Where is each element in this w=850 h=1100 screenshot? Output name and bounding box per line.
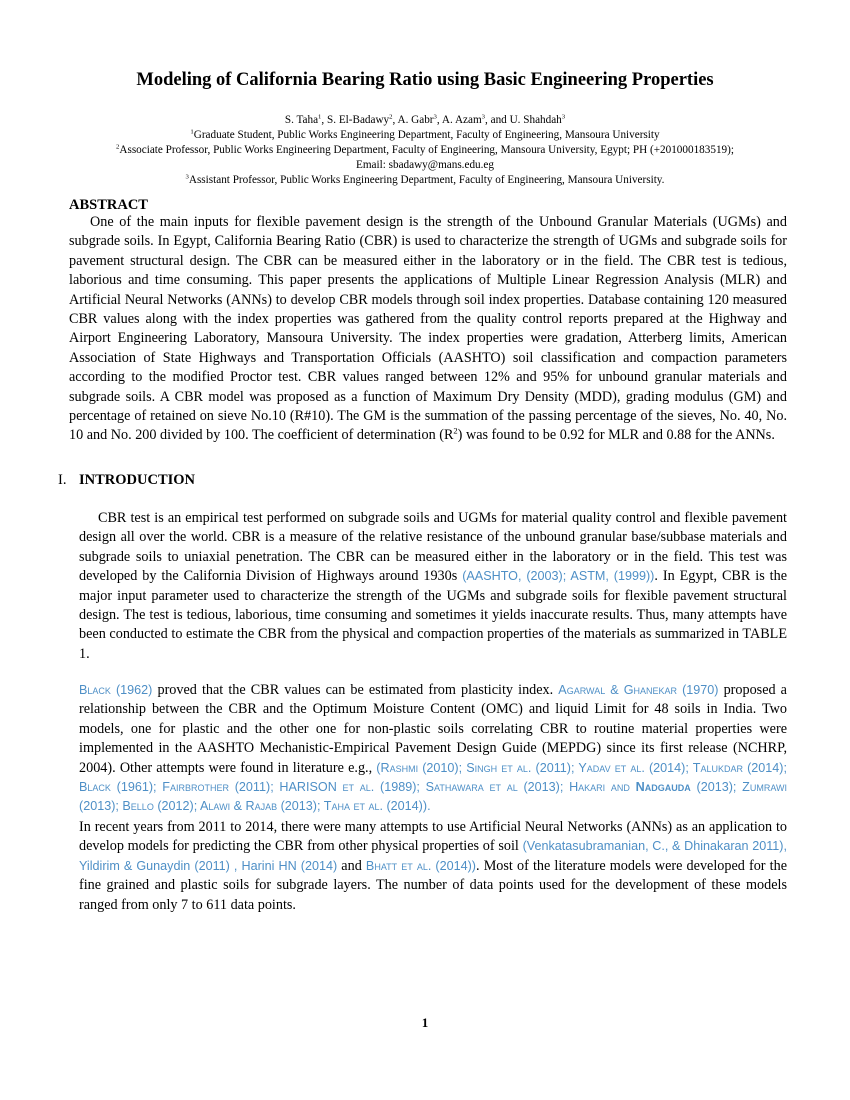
author-name: U. Shahdah bbox=[509, 114, 562, 126]
abstract-heading: ABSTRACT bbox=[69, 197, 148, 213]
abstract-text: One of the main inputs for flexible pavement design is the strength of the Unbound Granular Materials (UGMs) and subgrade soils. In Egypt, California Bearing Ratio (CBR) is used to characterize the strength of UGMs and subgrade soils for pavement structural design. The CBR can be measured either in the laboratory or in the field. The CBR test is tedious, laborious and time consuming. This paper presents the applications of Multiple Linear Regression Analysis (MLR) and Artificial Neural Networks (ANNs) to develop CBR models through soil index properties. Database containing 120 measured CBR values along with the index properties was gathered from the quality control reports prepared at the Highway and Airport Engineering Laboratory, Mansoura University. The index properties were gradation, Atterberg limits, American Association of State Highways and Transportation Officials (AASHTO) soil classification and compaction parameters according to the modified Proctor test. CBR values ranged between 12% and 95% for unbound granular materials and subgrade soils. A CBR model was proposed as a function of Maximum Dry Density (MDD), grading modulus (GM) and percentage of retained on sieve No.10 (R#10). The GM is the summation of the passing percentage of the sieves, No. 40, No. 10 and No. 200 divided by 100. The coefficient of determination $(R^2)$ was found to be 0.92 for MLR and 0.88 for the ANNs. bbox=[69, 214, 787, 444]
citation-link[interactable]: Nadgauda bbox=[635, 780, 691, 795]
section-title: INTRODUCTION bbox=[79, 472, 196, 488]
author-name: A. Gabr bbox=[397, 114, 434, 126]
citation-link[interactable]: (AASHTO, (2003); ASTM, (1999)) bbox=[462, 569, 655, 584]
page-number: 1 bbox=[421, 1015, 429, 1030]
section-number: I. bbox=[58, 472, 67, 488]
paper-title: Modeling of California Bearing Ratio using Basic Engineering Properties bbox=[136, 70, 714, 90]
author-block bbox=[40, 113, 810, 188]
author-list: S. Taha$^1$, S. El-Badawy$^2$, A. Gabr$^3$, A. Azam$^3$, and U. Shahdah$^3$ bbox=[284, 113, 566, 126]
affiliation-3: $^3$Assistant Professor, Public Works Engineering Department, Faculty of Engineering, Mansoura University. bbox=[185, 173, 665, 186]
section-heading-introduction bbox=[58, 472, 195, 489]
intro-paragraph-2: Black (1962) proved that the CBR values can be estimated from plasticity index. Agarwal & Ghanekar (1970) proposed a relationship between the CBR and the Optimum Moisture Content (OMC) and liquid Limit for 48 soils in India. Two models, one for plastic and the other one for non-plastic soils correlating CBR to routine material properties were implemented in the AASHTO Mechanistic-Empirical Pavement Design Guide (MEPDG) since its first release (NCHRP, 2004). Other attempts were found in literature e.g., (Rashmi (2010); Singh et al. (2011); Yadav et al. (2014); Talukdar (2014); Black (1961); Fairbrother (2011); HARISON et al. (1989); Sathawara et al (2013); Hakari and Nadgauda (2013); Zumrawi (2013); Bello (2012); Alawi & Rajab (2013); Taha et al. (2014)). bbox=[79, 682, 787, 814]
intro-paragraph-3: In recent years from 2011 to 2014, there were many attempts to use Artificial Neural Networks (ANNs) as an application to develop models for predicting the CBR from other physical properties of soil (Venkatasubramanian, C., & Dhinakaran 2011), Yildirim & Gunaydin (2011) , Harini HN (2014) and Bhatt et al. (2014)). Most of the literature models were developed for the fine grained and plastic soils for subgrade layers. The number of data points used for the development of these models ranged from only 7 to 611 data points. bbox=[79, 819, 788, 913]
citation-link[interactable]: Black (1962) bbox=[79, 683, 153, 697]
intro-paragraph-1: CBR test is an empirical test performed on subgrade soils and UGMs for material quality control and flexible pavement design all over the world. CBR is a measure of the relative resistance of the unbound granular base/subbase materials and subgrade soils to uniaxial penetration. The CBR can be measured either in the laboratory or in the field. This test was developed by the California Division of Highways around 1930s (AASHTO, (2003); ASTM, (1999)). In Egypt, CBR is the major input parameter used to characterize the strength of the UGMs and subgrade soils for flexible pavement structural design. The test is tedious, laborious, time consuming and sometimes it yields inaccurate results. Thus, many attempts have been conducted to estimate the CBR from the physical and compaction properties of the materials as summarized in TABLE 1. bbox=[79, 510, 787, 662]
contact-email: Email: sbadawy@mans.edu.eg bbox=[356, 159, 494, 171]
citation-link[interactable]: (Venkatasubramanian, C., & Dhinakaran 2011), Yildirim & Gunaydin (2011) , Harini HN (2014) bbox=[79, 839, 788, 873]
citation-link[interactable]: (Rashmi (2010); Singh et al. (2011); Yadav et al. (2014); Talukdar (2014); Black (1961); Fairbrother (2011); HARISON et al. (1989); Sathawara et al (2013); Hakari and bbox=[79, 760, 787, 795]
citation-link[interactable]: Agarwal & Ghanekar (1970) bbox=[558, 683, 719, 697]
affiliation-2: $^2$Associate Professor, Public Works Engineering Department, Faculty of Engineering, Mansoura University, Egypt; PH (+201000183519); bbox=[116, 143, 734, 156]
author-name: S. Taha bbox=[284, 114, 319, 126]
affiliation-1: $^1$Graduate Student, Public Works Engineering Department, Faculty of Engineering, Mansoura University bbox=[190, 128, 660, 141]
citation-link[interactable]: Bhatt et al. (2014)) bbox=[365, 858, 477, 873]
citation-link[interactable]: (2013); Zumrawi (2013); Bello (2012); Alawi & Rajab (2013); Taha et al. (2014)). bbox=[79, 780, 787, 814]
author-name: S. El-Badawy bbox=[327, 114, 390, 126]
author-name: A. Azam bbox=[441, 114, 482, 126]
